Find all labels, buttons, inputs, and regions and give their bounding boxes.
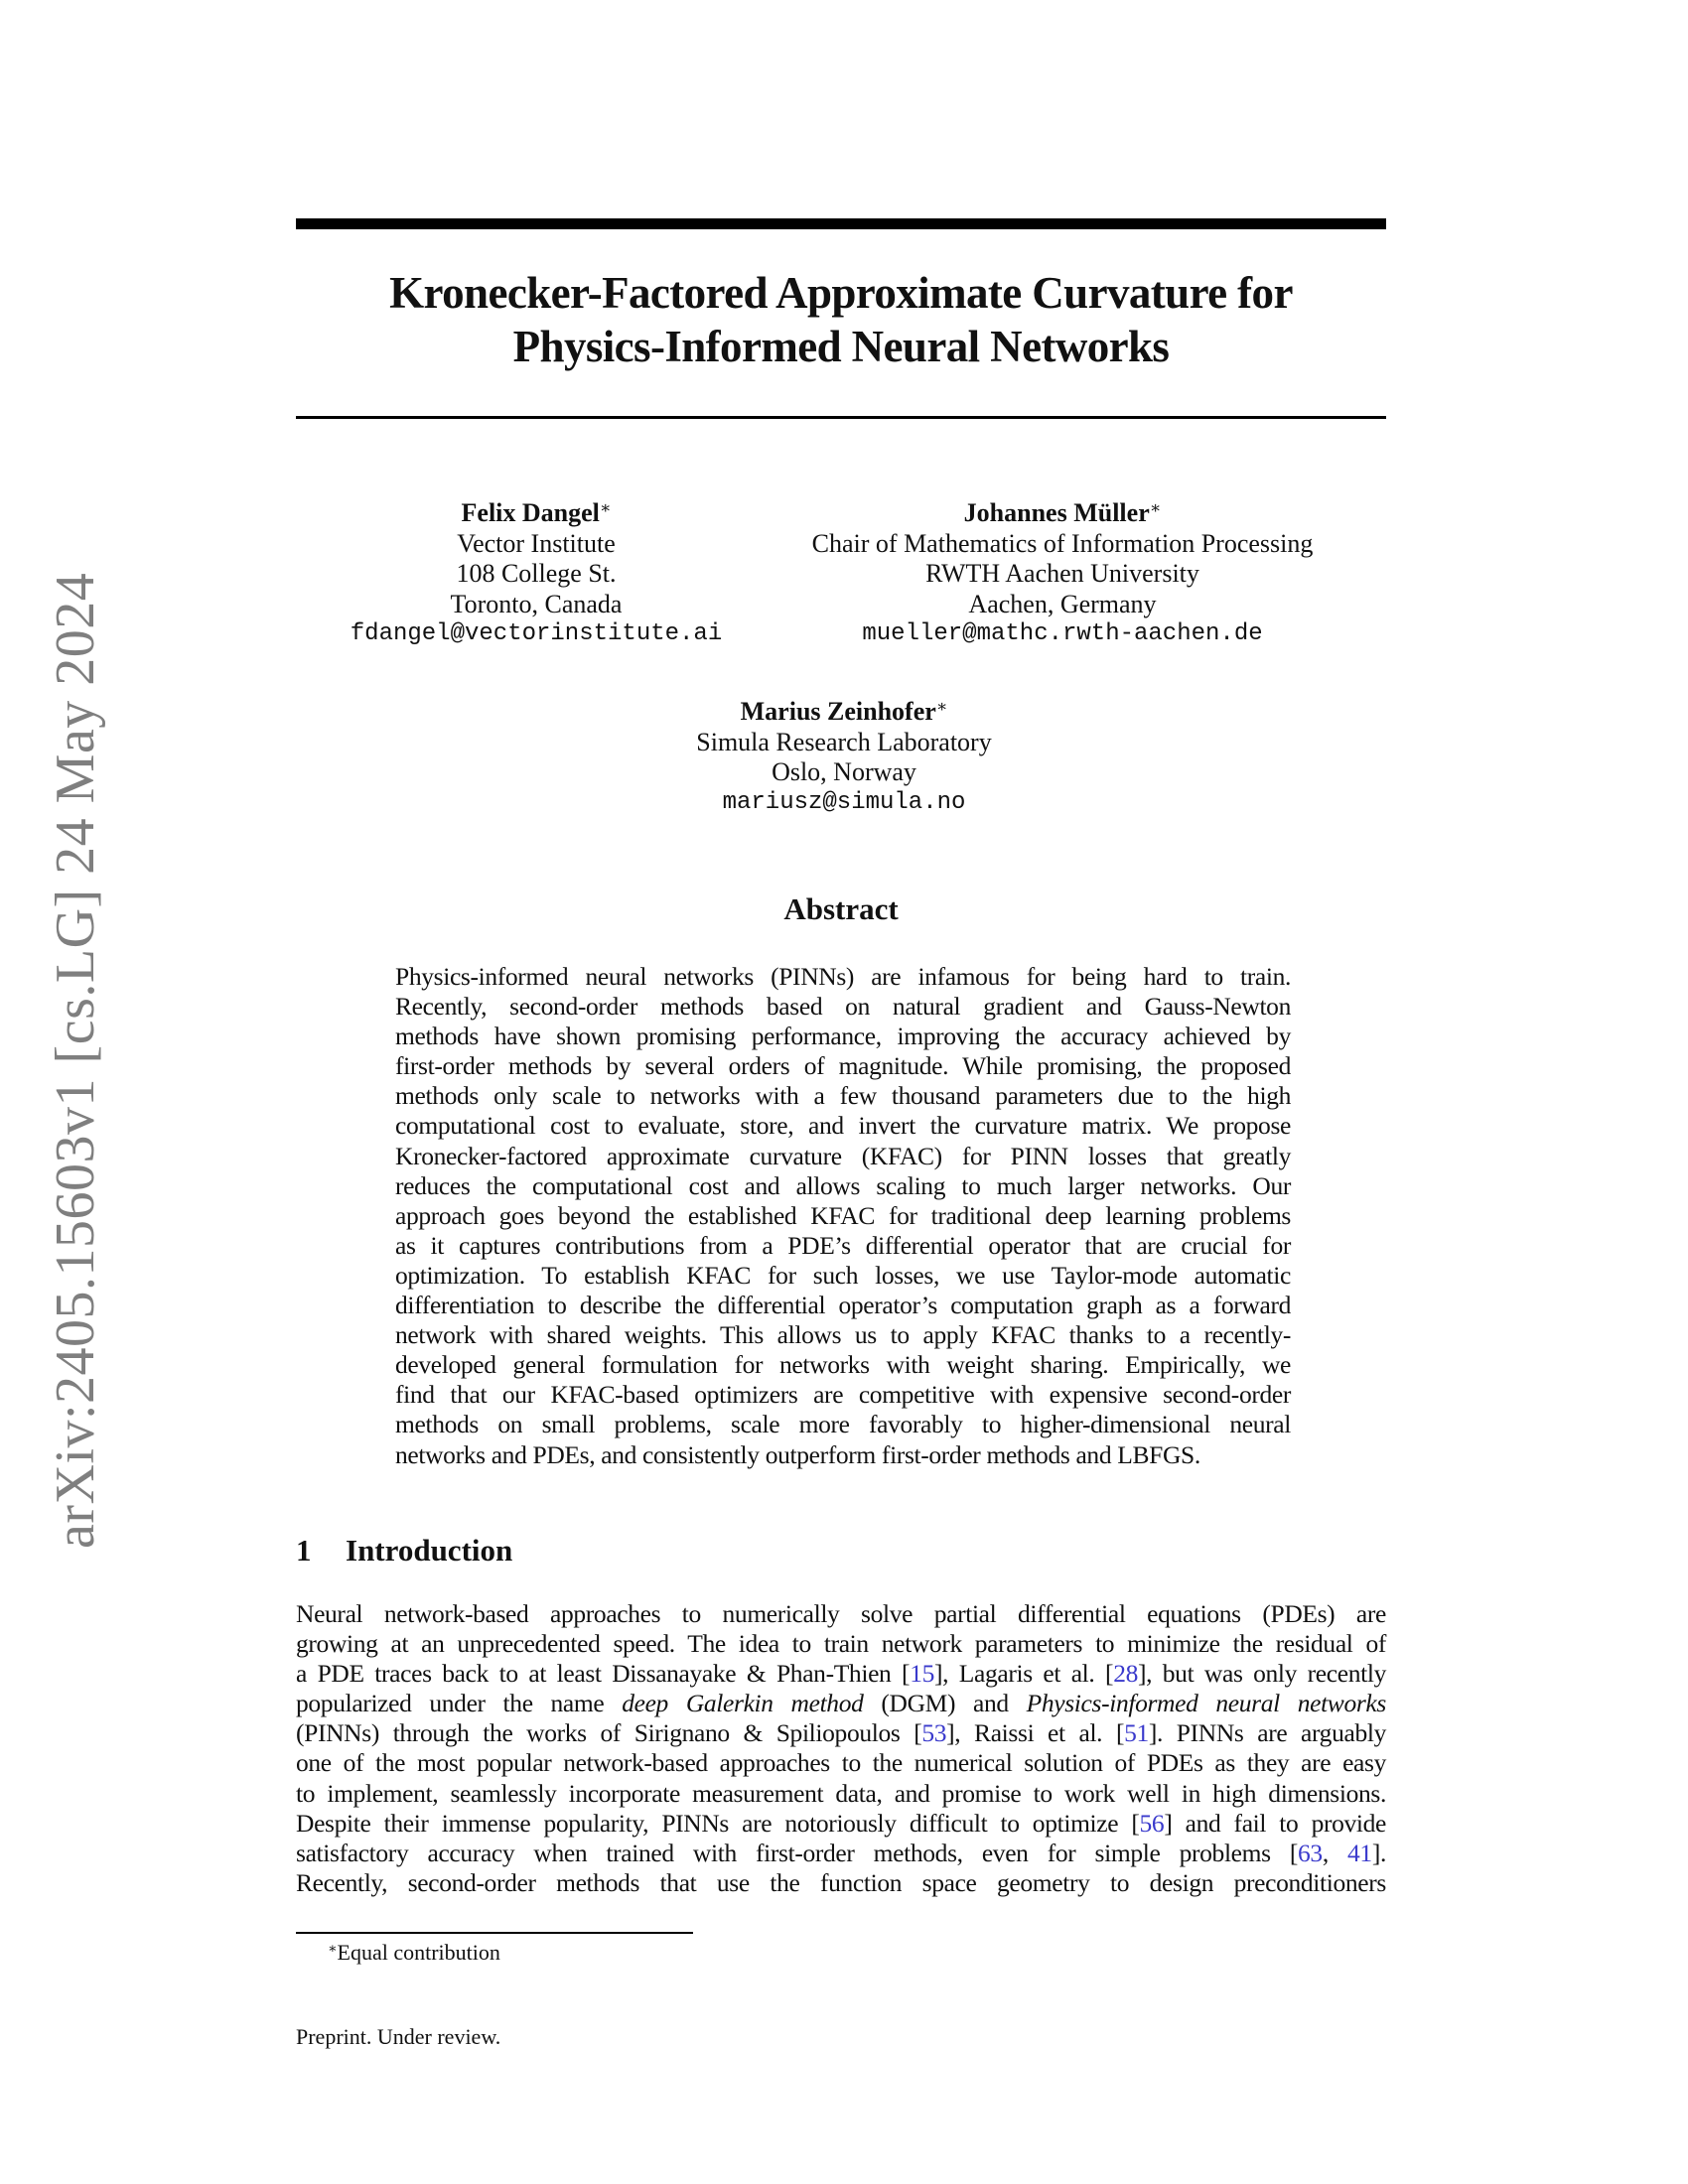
author-name: Johannes Müller∗ (963, 498, 1162, 527)
abstract-line: methods have shown promising performance, improving the accuracy achieved by (395, 1022, 1291, 1051)
abstract-line: first-order methods by several orders of magnitude. While promising, the proposed (395, 1051, 1291, 1081)
arxiv-identifier-stamp: arXiv:2405.15603v1 [cs.LG] 24 May 2024 (45, 572, 106, 1549)
citation-link[interactable]: 28 (1113, 1659, 1138, 1689)
abstract-line: developed general formulation for networks with weight sharing. Empirically, we (395, 1350, 1291, 1380)
citation-link[interactable]: 56 (1139, 1808, 1165, 1838)
intro-line: growing at an unprecedented speed. The idea to train network parameters to minimize the residual of (296, 1629, 1386, 1659)
intro-line: Recently, second-order methods that use the function space geometry to design preconditioners (296, 1867, 1386, 1897)
author-email[interactable]: fdangel@vectorinstitute.ai (350, 620, 723, 647)
abstract-line: Physics-informed neural networks (PINNs) are infamous for being hard to train. (395, 962, 1291, 991)
title-top-rule (296, 218, 1386, 229)
author-location: Aachen, Germany (968, 589, 1157, 618)
intro-line: one of the most popular network-based approaches to the numerical solution of PDEs as they are easy (296, 1748, 1386, 1778)
intro-line: to implement, seamlessly incorporate measurement data, and promise to work well in high dimensions. (296, 1778, 1386, 1808)
author-location: Oslo, Norway (772, 757, 916, 786)
author-institution: RWTH Aachen University (925, 559, 1199, 588)
abstract-body (395, 962, 1291, 1470)
title-bottom-rule (296, 416, 1386, 419)
intro-line: (PINNs) through the works of Sirignano & Spiliopoulos [53], Raissi et al. [51]. PINNs are arguably (296, 1718, 1386, 1748)
emphasis-term: Physics-informed neural networks (1026, 1689, 1386, 1718)
author-block-dangel (338, 493, 735, 650)
equal-contribution-mark: ∗ (599, 498, 612, 517)
abstract-line: find that our KFAC-based optimizers are competitive with expensive second-order (395, 1380, 1291, 1410)
author-location: Toronto, Canada (450, 589, 623, 618)
abstract-line: Recently, second-order methods based on natural gradient and Gauss-Newton (395, 992, 1291, 1022)
equal-contribution-mark: ∗ (1149, 498, 1162, 517)
preprint-notice: Preprint. Under review. (296, 2024, 501, 2049)
emphasis-term: deep Galerkin method (622, 1689, 864, 1718)
abstract-line: computational cost to evaluate, store, and invert the curvature matrix. We propose (395, 1111, 1291, 1141)
author-affiliation: Vector Institute (457, 528, 616, 558)
abstract-line: approach goes beyond the established KFAC for traditional deep learning problems (395, 1200, 1291, 1230)
section-number: 1 (296, 1533, 312, 1568)
citation-link[interactable]: 63 (1298, 1838, 1323, 1867)
footnote-equal-contribution: ∗Equal contribution (328, 1940, 500, 1965)
intro-line: satisfactory accuracy when trained with first-order methods, even for simple problems [63, 41]. (296, 1838, 1386, 1867)
intro-line: Despite their immense popularity, PINNs are notoriously difficult to optimize [56] and fail to provide (296, 1808, 1387, 1838)
author-affiliation: Chair of Mathematics of Information Processing (811, 528, 1314, 558)
author-block-mueller (784, 493, 1340, 650)
footnote-rule (296, 1932, 693, 1934)
abstract-line: network with shared weights. This allows us to apply KFAC thanks to a recently- (395, 1320, 1291, 1350)
intro-line: a PDE traces back to at least Dissanayake & Phan-Thien [15], Lagaris et al. [28], but was only recently (296, 1659, 1386, 1689)
author-block-zeinhofer (596, 692, 1092, 818)
author-email[interactable]: mueller@mathc.rwth-aachen.de (862, 620, 1263, 647)
title-line-1: Kronecker-Factored Approximate Curvature for (389, 268, 1293, 318)
abstract-line: optimization. To establish KFAC for such losses, we use Taylor-mode automatic (395, 1260, 1291, 1290)
intro-line: Neural network-based approaches to numerically solve partial differential equations (PDEs) are (296, 1599, 1386, 1628)
abstract-line: methods only scale to networks with a few thousand parameters due to the high (395, 1081, 1291, 1111)
citation-link[interactable]: 41 (1347, 1838, 1372, 1867)
paper-title (296, 266, 1386, 373)
intro-line: popularized under the name deep Galerkin method (DGM) and Physics-informed neural networks (296, 1689, 1386, 1718)
author-address: 108 College St. (456, 559, 617, 588)
citation-link[interactable]: 15 (910, 1659, 934, 1689)
abstract-heading: Abstract (783, 891, 899, 926)
abstract-line: networks and PDEs, and consistently outperform first-order methods and LBFGS. (395, 1439, 1200, 1469)
citation-link[interactable]: 51 (1124, 1718, 1149, 1748)
section-heading-introduction (296, 1533, 512, 1569)
section-title: Introduction (346, 1533, 513, 1568)
abstract-line: Kronecker-factored approximate curvature (KFAC) for PINN losses that greatly (395, 1141, 1291, 1170)
author-name: Marius Zeinhofer∗ (740, 697, 948, 726)
equal-contribution-mark: ∗ (935, 697, 948, 716)
abstract-line: as it captures contributions from a PDE’s differential operator that are crucial for (395, 1230, 1291, 1260)
title-line-2: Physics-Informed Neural Networks (512, 322, 1170, 371)
author-email[interactable]: mariusz@simula.no (722, 788, 966, 816)
abstract-line: methods on small problems, scale more favorably to higher-dimensional neural (395, 1410, 1291, 1439)
author-affiliation: Simula Research Laboratory (696, 727, 992, 756)
author-name: Felix Dangel∗ (461, 498, 612, 527)
abstract-line: differentiation to describe the differential operator’s computation graph as a forward (395, 1291, 1291, 1320)
citation-link[interactable]: 53 (921, 1718, 947, 1748)
footnote-mark: ∗ (328, 1942, 338, 1957)
introduction-body (296, 1599, 1386, 1898)
abstract-line: reduces the computational cost and allows scaling to much larger networks. Our (395, 1170, 1291, 1200)
